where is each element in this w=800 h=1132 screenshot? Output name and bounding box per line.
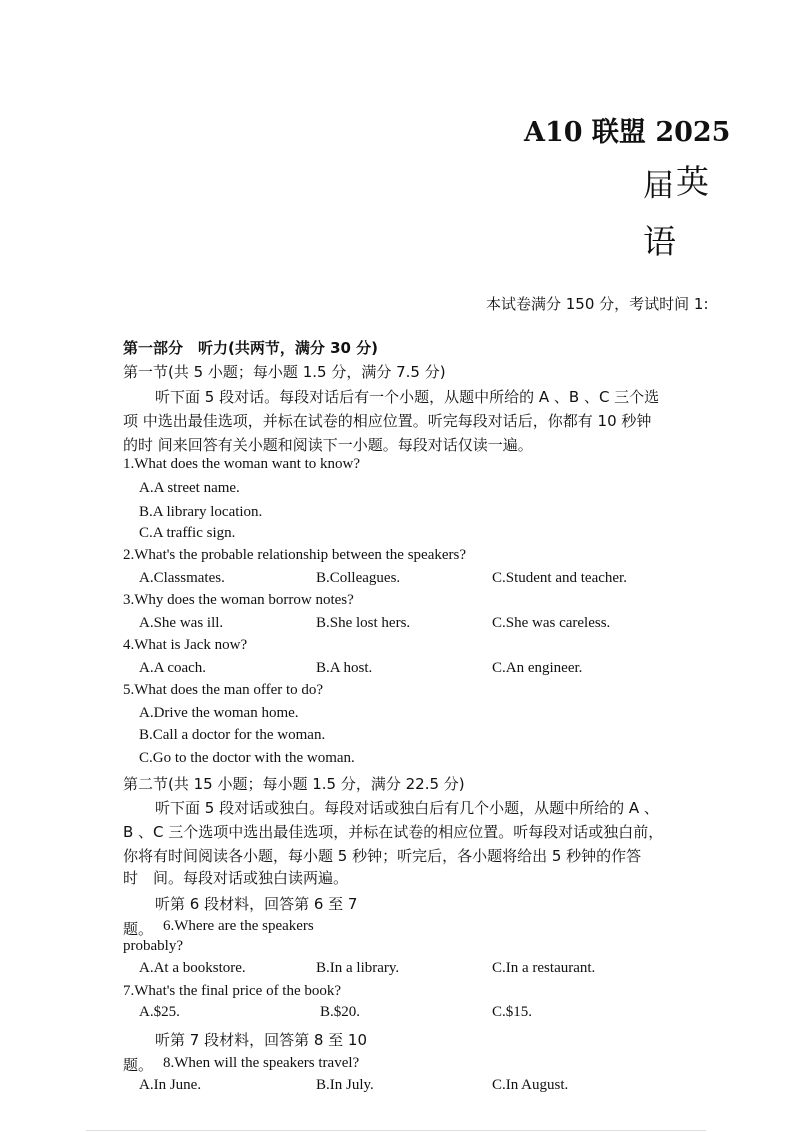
question-4-option-b: B.A host. <box>316 660 373 676</box>
question-4-option-a: A.A coach. <box>139 660 207 676</box>
question-8-stem: 8.When will the speakers travel? <box>163 1055 360 1071</box>
question-2-option-a: A.Classmates. <box>139 570 225 586</box>
question-6-stem: 6.Where are the speakers <box>163 918 314 934</box>
question-5-option-b: B.Call a doctor for the woman. <box>139 727 326 743</box>
question-3-option-a: A.She was ill. <box>139 615 224 631</box>
question-1-option-b: B.A library location. <box>139 504 263 520</box>
title-char-ying: 英 <box>676 162 709 201</box>
section2-heading: 第二节(共 15 小题；每小题 1.5 分，满分 22.5 分) <box>123 775 465 793</box>
section2-instruction-line1: 听下面 5 段对话或独白。每段对话或独白后有几个小题，从题中所给的 A 、 <box>155 799 659 817</box>
material-6-lead: 听第 6 段材料，回答第 6 至 7 <box>155 895 358 913</box>
section2-instruction-line2: B 、C 三个选项中选出最佳选项，并标在试卷的相应位置。听每段对话或独白前， <box>123 823 664 841</box>
section1-heading: 第一节(共 5 小题；每小题 1.5 分，满分 7.5 分) <box>123 363 446 381</box>
exam-title: A10 联盟 2025 <box>524 117 731 148</box>
question-2-option-b: B.Colleagues. <box>316 570 401 586</box>
title-char-jie: 届 <box>643 168 674 204</box>
question-1-stem: 1.What does the woman want to know? <box>123 456 361 472</box>
question-2-option-c: C.Student and teacher. <box>492 570 627 586</box>
question-7-stem: 7.What's the final price of the book? <box>123 983 342 999</box>
exam-info: 本试卷满分 150 分，考试时间 1: <box>486 295 709 313</box>
section2-instruction-line3: 你将有时间阅读各小题，每小题 5 秒钟；听完后，各小题将给出 5 秒钟的作答 <box>123 847 642 865</box>
material-7-lead: 听第 7 段材料，回答第 8 至 10 <box>155 1031 368 1049</box>
title-char-yu: 语 <box>643 222 676 261</box>
section2-instruction-line4: 时 间。每段对话或独白读两遍。 <box>123 869 349 887</box>
section1-instruction-line1: 听下面 5 段对话。每段对话后有一个小题，从题中所给的 A 、B 、C 三个选 <box>155 388 660 406</box>
question-1-option-c: C.A traffic sign. <box>139 525 236 541</box>
question-7-option-c: C.$15. <box>492 1004 533 1020</box>
question-6-option-c: C.In a restaurant. <box>492 960 596 976</box>
question-1-option-a: A.A street name. <box>139 480 240 496</box>
question-3-stem: 3.Why does the woman borrow notes? <box>123 592 354 608</box>
question-4-option-c: C.An engineer. <box>492 660 583 676</box>
material-6-lead-end: 题。 <box>123 920 154 938</box>
section1-instruction-line3: 的时 间来回答有关小题和阅读下一小题。每段对话仅读一遍。 <box>123 436 533 454</box>
question-8-option-a: A.In June. <box>139 1077 202 1093</box>
question-4-stem: 4.What is Jack now? <box>123 637 248 653</box>
question-7-option-b: B.$20. <box>320 1004 361 1020</box>
section1-instruction-line2: 项 中选出最佳选项，并标在试卷的相应位置。听完每段对话后，你都有 10 秒钟 <box>123 412 652 430</box>
question-6-option-b: B.In a library. <box>316 960 400 976</box>
material-7-lead-end: 题。 <box>123 1056 154 1074</box>
question-2-stem: 2.What's the probable relationship between the speakers? <box>123 547 466 563</box>
question-5-stem: 5.What does the man offer to do? <box>123 682 324 698</box>
question-8-option-c: C.In August. <box>492 1077 569 1093</box>
question-7-option-a: A.$25. <box>139 1004 180 1020</box>
question-8-option-b: B.In July. <box>316 1077 374 1093</box>
question-3-option-c: C.She was careless. <box>492 615 611 631</box>
question-5-option-c: C.Go to the doctor with the woman. <box>139 750 355 766</box>
question-6-stem-cont: probably? <box>123 938 183 954</box>
question-3-option-b: B.She lost hers. <box>316 615 411 631</box>
page-bottom-divider <box>86 1130 706 1131</box>
question-6-option-a: A.At a bookstore. <box>139 960 246 976</box>
question-5-option-a: A.Drive the woman home. <box>139 705 299 721</box>
part1-heading: 第一部分 听力(共两节，满分 30 分) <box>123 339 379 357</box>
